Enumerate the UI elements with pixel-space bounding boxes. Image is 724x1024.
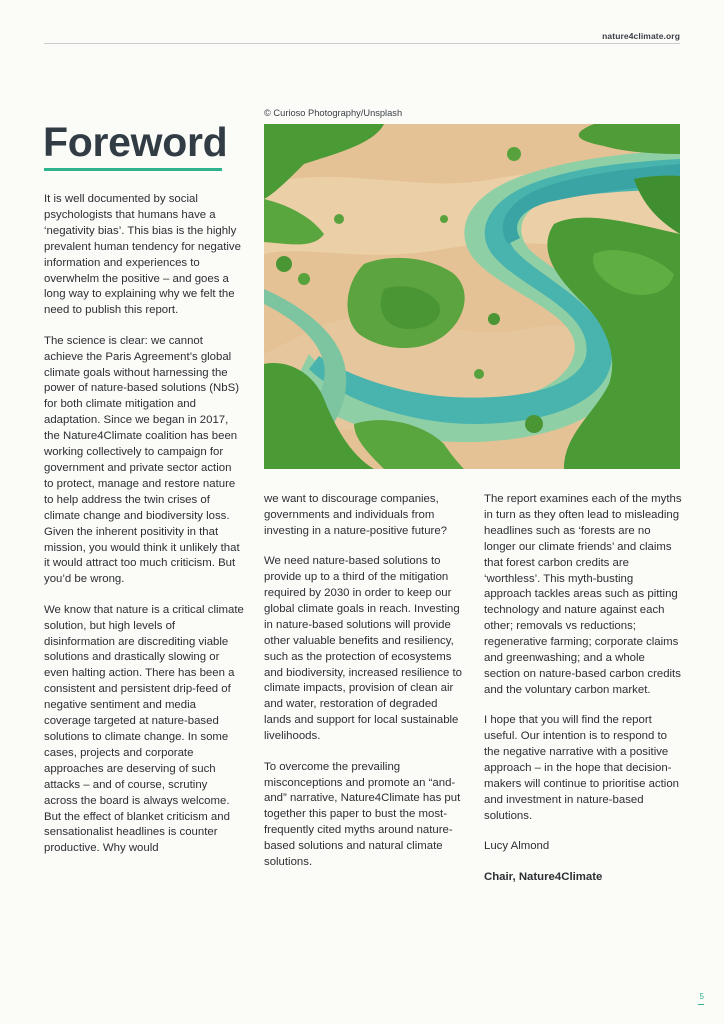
aerial-river-photo <box>264 124 680 469</box>
paragraph: The science is clear: we cannot achieve the Paris Agreement’s global climate goals without harnessing the power of nature-based solutions (NbS) for both climate mitigation and adaptation. Since we began in 2017, the Nature4Climate coalition has been working collectively to campaign for government and private sector action to protect, manage and restore nature to help address the twin crises of climate change and biodiversity loss. Given the inherent positivity in that mission, you would think it unlikely that it would attract too much criticism. But you’d be wrong. <box>44 334 240 586</box>
header-divider <box>44 43 680 44</box>
text-column-2 <box>264 492 463 885</box>
page-number-underline <box>698 1004 704 1005</box>
signature-block <box>484 839 683 885</box>
text-column-1 <box>44 192 244 872</box>
text-column-3 <box>484 492 683 900</box>
paragraph: We need nature-based solutions to provide up to a third of the mitigation required by 2030 in order to keep our global climate goals in reach. Investing in nature-based solutions will provide other valuable benefits and resiliency, such as the protection of ecosystems and biodiversity, increased resilience to climate impacts, provision of clean air and water, restoration of degraded lands and support for local sustainable livelihoods. <box>264 555 462 743</box>
signature-role: Chair, Nature4Climate <box>484 870 603 883</box>
paragraph: I hope that you will find the report useful. Our intention is to respond to the negative narrative with a positive approach – in the hope that decision-makers will continue to prioritise action and investment in nature-based solutions. <box>484 714 679 822</box>
paragraph: It is well documented by social psychologists that humans have a ‘negativity bias’. This bias is the highly prevalent human tendency for negative information and experiences to overwhelm the positive – and goes a long way to explaining why we felt the need to publish this report. <box>44 193 241 317</box>
river-illustration <box>264 124 680 469</box>
paragraph: we want to discourage companies, governments and individuals from investing in a nature-positive future? <box>264 493 447 537</box>
page-number: 5 <box>699 992 704 1001</box>
page-title: Foreword <box>43 119 228 165</box>
photo-credit: © Curioso Photography/Unsplash <box>264 108 403 118</box>
signature-name: Lucy Almond <box>484 840 550 853</box>
paragraph: We know that nature is a critical climate solution, but high levels of disinformation are discrediting viable solutions and drastically slowing or even halting action. There has been a consistent and persistent drip-feed of negative sentiment and media coverage targeted at nature-based solutions to climate change. In some cases, projects and corporate approaches are deserving of such attacks – and of course, scrutiny across the board is always welcome. But the effect of blanket criticism and sensationalist headlines is counter productive. Why would <box>44 603 244 855</box>
site-url[interactable]: nature4climate.org <box>602 31 680 41</box>
paragraph: To overcome the prevailing misconceptions and promote an “and-and” narrative, Nature4Climate has put together this paper to bust the most-frequently cited myths around nature-based solutions and natural climate solutions. <box>264 760 461 869</box>
paragraph: The report examines each of the myths in turn as they often lead to misleading headlines such as ‘forests are no longer our climate friends’ and claims that forest carbon credits are ‘worthless’. This myth-busting approach tackles areas such as pitting technology and nature against each other; removals vs reductions; regenerative farming; corporate claims and greenwashing; and a whole section on nature-based carbon credits and the voluntary carbon market. <box>484 493 682 696</box>
title-underline <box>44 168 222 171</box>
